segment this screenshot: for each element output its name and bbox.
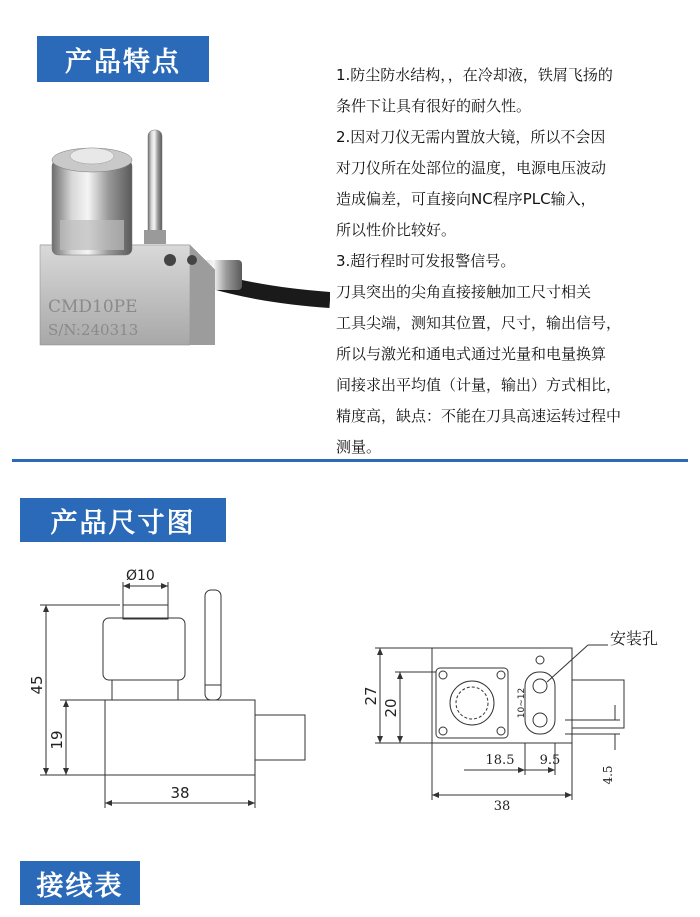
feature-line: 间接求出平均值（计量，输出）方式相比， <box>336 376 622 394</box>
dim-offset-c: 4.5 <box>601 765 615 785</box>
feature-line: 所以与激光和通电式通过光量和电量换算 <box>336 345 607 363</box>
dim-height-total: 45 <box>28 675 46 695</box>
feature-line: 对刀仪所在处部位的温度，电源电压波动 <box>336 159 607 177</box>
feature-line: 造成偏差，可直接向NC程序PLC输入， <box>336 190 596 208</box>
feature-line: 精度高，缺点：不能在刀具高速运转过程中 <box>336 407 622 425</box>
feature-line: 1.防尘防水结构，，在冷却液，铁屑飞扬的 <box>336 66 613 84</box>
top-view-drawing <box>360 620 690 820</box>
serial-marking: S/N:240313 <box>48 321 139 339</box>
feature-line: 刀具突出的尖角直接接触加工尺寸相关 <box>336 283 592 301</box>
side-view-drawing <box>20 560 330 820</box>
features-text <box>336 60 688 463</box>
wiring-title: 接线表 <box>20 861 140 905</box>
dimensions-title: 产品尺寸图 <box>20 498 226 542</box>
dim-diameter: Ø10 <box>126 568 155 584</box>
dim-height-outer: 27 <box>362 686 380 706</box>
dim-offset-b: 9.5 <box>539 753 561 768</box>
feature-line: 3.超行程时可发报警信号。 <box>336 252 516 270</box>
feature-line: 条件下让具有很好的耐久性。 <box>336 97 532 115</box>
dim-slot-range: 10~12 <box>517 687 527 719</box>
features-title: 产品特点 <box>37 36 209 82</box>
section-divider <box>12 459 688 462</box>
dim-height-inner: 20 <box>382 698 400 718</box>
dim-width: 38 <box>170 784 190 802</box>
feature-line: 测量。 <box>336 438 382 456</box>
dim-width-top: 38 <box>493 799 511 814</box>
product-photo <box>30 120 330 450</box>
dim-height-body: 19 <box>48 730 66 750</box>
feature-line: 所以性价比较好。 <box>336 221 457 239</box>
mount-hole-label: 安装孔 <box>610 629 659 648</box>
feature-line: 工具尖端，测知其位置，尺寸，输出信号， <box>336 314 622 332</box>
dim-offset-a: 18.5 <box>485 753 515 768</box>
stroke-pin <box>148 130 162 240</box>
feature-line: 2.因对刀仪无需内置放大镜，所以不会因 <box>336 128 606 146</box>
model-marking: CMD10PE <box>48 297 138 317</box>
